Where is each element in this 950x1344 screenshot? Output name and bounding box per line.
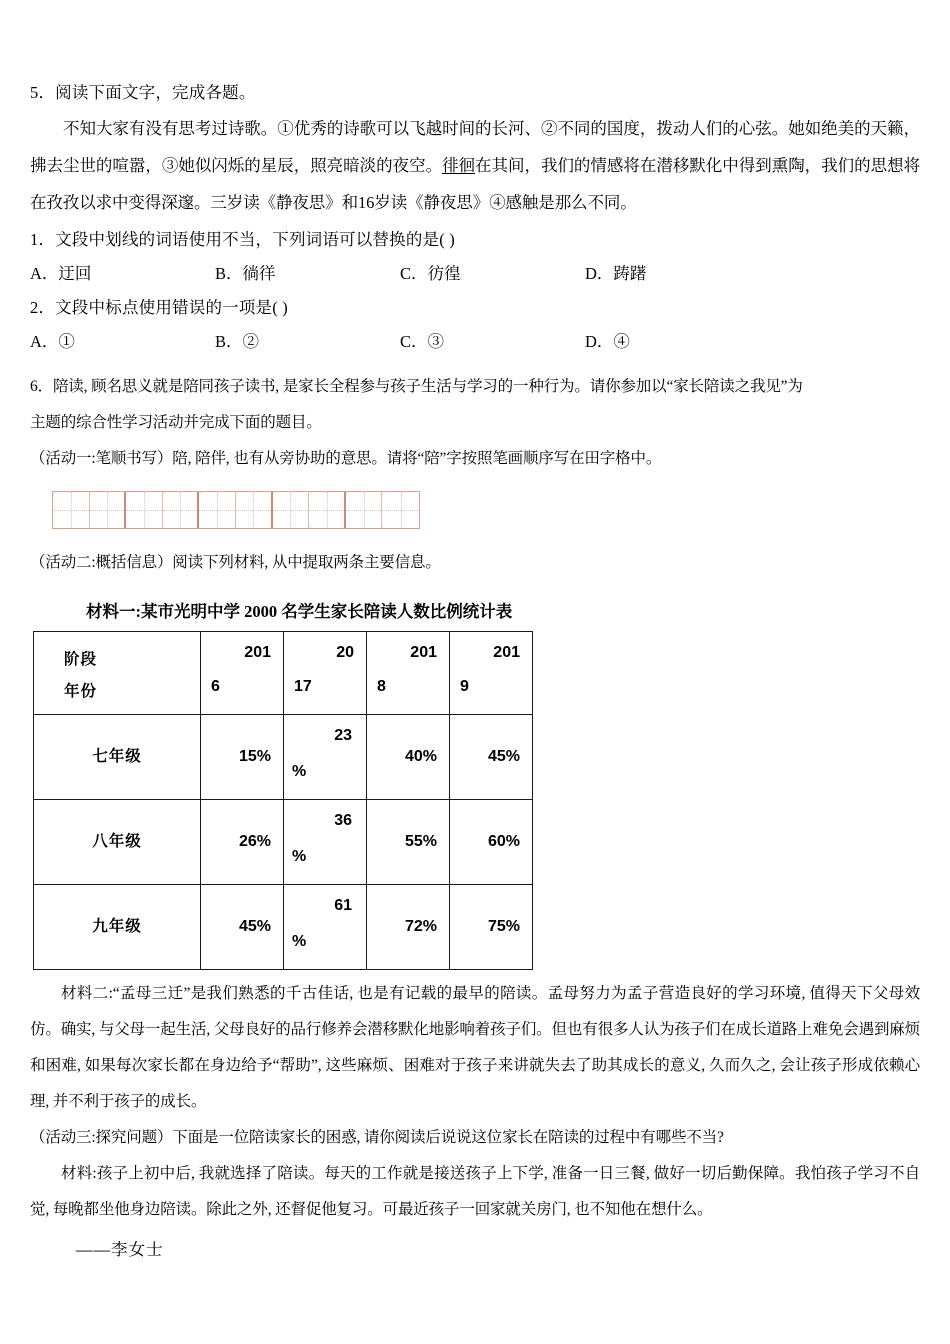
cell-grade9-2019 [450, 885, 533, 970]
option-c[interactable] [400, 257, 585, 291]
statistics-table [33, 631, 533, 970]
cell-grade7-2019 [450, 715, 533, 800]
table-column-header-2017 [284, 632, 367, 715]
option-d-key: D． [585, 332, 614, 351]
row-label-grade7 [34, 715, 201, 800]
year-bottom-part: 9 [460, 678, 469, 695]
option-b[interactable] [215, 257, 400, 291]
material-3-paragraph [30, 1156, 920, 1228]
option-d-label: ④ [613, 332, 630, 351]
tianzige-cell[interactable] [199, 492, 236, 528]
material-2-label: 材料二: [61, 985, 113, 1002]
cell-value-bottom: % [292, 763, 307, 780]
corner-label-top: 阶段 [64, 651, 98, 668]
option-a[interactable] [30, 325, 215, 359]
cell-grade8-2017 [284, 800, 367, 885]
table-row [34, 715, 533, 800]
year-top-part: 201 [410, 644, 437, 661]
activity-2-text: （活动二:概括信息）阅读下列材料, 从中提取两条主要信息。 [30, 554, 441, 571]
tianzige-cell[interactable] [309, 492, 346, 528]
year-top-part: 201 [244, 644, 271, 661]
table-header-row [34, 632, 533, 715]
cell-value: 15% [238, 748, 271, 765]
question-5-prompt: 阅读下面文字，完成各题。 [55, 83, 256, 102]
option-d[interactable] [585, 257, 770, 291]
material-3-signature: ——李女士 [76, 1240, 164, 1259]
cell-value-bottom: % [292, 848, 307, 865]
cell-value: 55% [404, 833, 437, 850]
table-column-header-2016 [201, 632, 284, 715]
sub-question-2-prompt: 文段中标点使用错误的一项是( ) [55, 298, 288, 317]
cell-grade9-2017 [284, 885, 367, 970]
activity-3-text: （活动三:探究问题）下面是一位陪读家长的困惑, 请你阅读后说说这位家长在陪读的过程中有哪些不当? [30, 1129, 724, 1146]
cell-grade7-2016 [201, 715, 284, 800]
cell-grade8-2018 [367, 800, 450, 885]
question-6-block [30, 369, 920, 1260]
cell-value: 45% [487, 748, 520, 765]
option-b-key: B． [215, 264, 243, 283]
year-bottom-part: 6 [211, 678, 220, 695]
option-a-key: A． [30, 332, 59, 351]
table-corner-cell [34, 632, 201, 715]
option-b[interactable] [215, 325, 400, 359]
tianzige-cell[interactable] [273, 492, 310, 528]
option-a-label: ① [58, 332, 75, 351]
question-5-heading [30, 76, 920, 110]
option-d-label: 踌躇 [613, 264, 647, 283]
question-6-number: 6． [30, 378, 53, 395]
option-c-key: C． [400, 264, 428, 283]
cell-grade8-2019 [450, 800, 533, 885]
grade-label: 九年级 [92, 918, 142, 935]
corner-label-bottom: 年份 [64, 683, 98, 700]
option-c-key: C． [400, 332, 428, 351]
row-label-grade9 [34, 885, 201, 970]
tianzige-cell[interactable] [236, 492, 273, 528]
passage-part-2: 在其间，我们的情感将在潜移默化中得到熏陶，我们的思想将在孜孜以求中变得深邃。三岁读《静夜思》和16岁读《静夜思》④感触是那么不同。 [30, 156, 920, 212]
cell-value: 40% [404, 748, 437, 765]
cell-grade7-2018 [367, 715, 450, 800]
question-5-passage [30, 110, 920, 221]
tianzige-grid[interactable] [52, 491, 420, 529]
cell-grade9-2016 [201, 885, 284, 970]
year-bottom-part: 17 [294, 678, 312, 695]
sub-question-1-prompt: 文段中划线的词语使用不当，下列词语可以替换的是( ) [55, 230, 455, 249]
question-6-stem-text-1: 陪读, 顾名思义就是陪同孩子读书, 是家长全程参与孩子生活与学习的一种行为。请你参加以“家长陪读之我见”为 [52, 378, 803, 395]
sub-question-1-options [30, 257, 920, 291]
year-top-part: 201 [493, 644, 520, 661]
option-c-label: 彷徨 [427, 264, 461, 283]
sub-question-2-number: 2． [30, 298, 56, 317]
material-3-text: 孩子上初中后, 我就选择了陪读。每天的工作就是接送孩子上下学, 准备一日三餐, 做好一切后勤保障。我怕孩子学习不自觉, 每晚都坐他身边陪读。除此之外, 还督促他复习。可最近孩子一回家就关房门, 也不知他在想什么。 [30, 1165, 920, 1218]
grade-label: 七年级 [92, 748, 142, 765]
cell-value-top: 36 [334, 812, 352, 829]
cell-value: 26% [238, 833, 271, 850]
sub-question-2-options [30, 325, 920, 359]
tianzige-cell[interactable] [163, 492, 200, 528]
option-c[interactable] [400, 325, 585, 359]
option-b-label: ② [242, 332, 260, 351]
table-column-header-2018 [367, 632, 450, 715]
material-2-paragraph [30, 976, 920, 1120]
material-1-title: 材料一:某市光明中学 2000 名学生家长陪读人数比例统计表 [86, 602, 513, 621]
tianzige-grid-wrapper [52, 491, 920, 529]
cell-grade8-2016 [201, 800, 284, 885]
material-3-label: 材料: [61, 1165, 97, 1182]
sub-question-2-text [30, 291, 920, 325]
option-c-label: ③ [427, 332, 445, 351]
table-row [34, 800, 533, 885]
year-bottom-part: 8 [377, 678, 386, 695]
activity-1-text: （活动一:笔顺书写）陪, 陪伴, 也有从旁协助的意思。请将“陪”字按照笔画顺序写在田字格中。 [30, 450, 662, 467]
option-d[interactable] [585, 325, 770, 359]
year-top-part: 20 [336, 644, 354, 661]
question-6-stem-line-2: 主题的综合性学习活动并完成下面的题目。 [30, 414, 322, 431]
question-6-stem-line-1 [30, 369, 920, 405]
option-a[interactable] [30, 257, 215, 291]
cell-value-top: 23 [334, 727, 352, 744]
tianzige-cell[interactable] [90, 492, 127, 528]
tianzige-cell[interactable] [346, 492, 383, 528]
sub-question-1-text [30, 223, 920, 257]
cell-value: 72% [404, 918, 437, 935]
row-label-grade8 [34, 800, 201, 885]
cell-value: 60% [487, 833, 520, 850]
grade-label: 八年级 [92, 833, 142, 850]
tianzige-cell[interactable] [126, 492, 163, 528]
material-2-text: “孟母三迁”是我们熟悉的千古佳话, 也是有记载的最早的陪读。孟母努力为孟子营造良好的学习环境, 值得天下父母效仿。确实, 与父母一起生活, 父母良好的品行修养会潜移默化地影响着孩子们。但也有很多人认为孩子们在成长道路上难免会遇到麻烦和困难, 如果每次家长都在身边给予“帮助”, 这些麻烦、困难对于孩子来讲就失去了助其成长的意义, 久而久之, 会让孩子形成依赖心理, 并不利于孩子的成长。 [30, 985, 920, 1110]
cell-grade9-2018 [367, 885, 450, 970]
question-5-block [30, 76, 920, 359]
option-b-key: B． [215, 332, 243, 351]
option-b-label: 徜徉 [242, 264, 276, 283]
passage-underlined-word: 徘徊 [442, 156, 476, 175]
tianzige-cell[interactable] [382, 492, 419, 528]
table-row [34, 885, 533, 970]
question-5-number: 5． [30, 83, 56, 102]
table-column-header-2019 [450, 632, 533, 715]
sub-question-1-number: 1． [30, 230, 56, 249]
option-d-key: D． [585, 264, 614, 283]
option-a-key: A． [30, 264, 59, 283]
tianzige-cell[interactable] [53, 492, 90, 528]
cell-value: 45% [238, 918, 271, 935]
cell-grade7-2017 [284, 715, 367, 800]
option-a-label: 迂回 [58, 264, 92, 283]
cell-value-top: 61 [334, 897, 352, 914]
cell-value: 75% [487, 918, 520, 935]
cell-value-bottom: % [292, 933, 307, 950]
passage-part-1: 不知大家有没有思考过诗歌。①优秀的诗歌可以飞越时间的长河、②不同的国度，拨动人们的心弦。她如绝美的天籁，拂去尘世的喧嚣，③她似闪烁的星辰，照亮暗淡的夜空。 [30, 119, 920, 175]
